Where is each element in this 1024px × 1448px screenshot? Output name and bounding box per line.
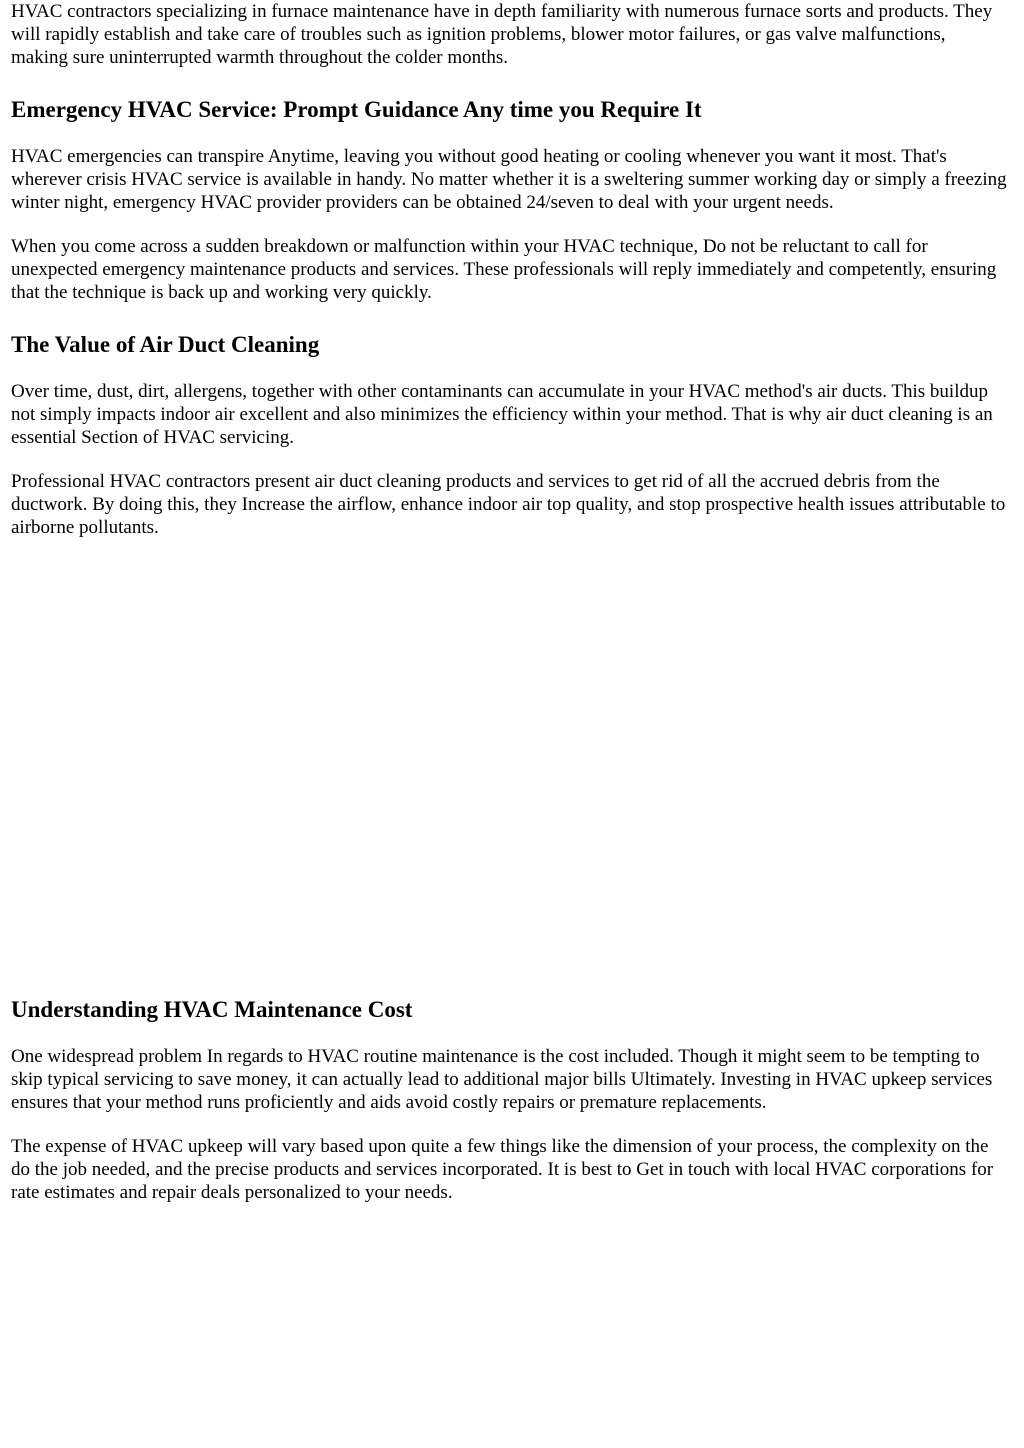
heading-air-duct-cleaning: The Value of Air Duct Cleaning — [11, 332, 320, 357]
paragraph-cost-2: The expense of HVAC upkeep will vary based upon quite a few things like the dimension of your process, the complexity on the do the job needed, and the precise products and services incorporated. It is best to Get in touch with local HVAC corporations for rate estimates and repair deals personalized to your needs. — [11, 1136, 994, 1203]
paragraph-cost-1: One widespread problem In regards to HVAC routine maintenance is the cost included. Though it might seem to be tempting to skip typical servicing to save money, it can actually lead to additional major bills Ultimately. Investing in HVAC upkeep services ensures that your method runs proficiently and aids avoid costly repairs or premature replacements. — [11, 1046, 993, 1113]
embedded-media-blank-area — [11, 539, 1007, 981]
heading-emergency-hvac-service: Emergency HVAC Service: Prompt Guidance Any time you Require It — [11, 97, 702, 122]
paragraph-duct-1: Over time, dust, dirt, allergens, together with other contaminants can accumulate in your HVAC method's air ducts. This buildup not simply impacts indoor air excellent and also minimizes the efficiency within your method. That is why air duct cleaning is an essential Section of HVAC servicing. — [11, 381, 993, 448]
paragraph-emergency-1: HVAC emergencies can transpire Anytime, leaving you without good heating or cooling whenever you want it most. That's wherever crisis HVAC service is available in handy. No matter whether it is a sweltering summer working day or simply a freezing winter night, emergency HVAC provider providers can be obtained 24/seven to deal with your urgent needs. — [11, 146, 1007, 213]
article-page — [11, 0, 1007, 1204]
paragraph-emergency-2: When you come across a sudden breakdown or malfunction within your HVAC technique, Do not be reluctant to call for unexpected emergency maintenance products and services. These professionals will reply immediately and competently, ensuring that the technique is back up and working very quickly. — [11, 236, 997, 303]
intro-paragraph: HVAC contractors specializing in furnace maintenance have in depth familiarity with numerous furnace sorts and products. They will rapidly establish and take care of troubles such as ignition problems, blower motor failures, or gas valve malfunctions, making sure uninterrupted warmth throughout the colder months. — [11, 1, 993, 68]
paragraph-duct-2: Professional HVAC contractors present air duct cleaning products and services to get rid of all the accrued debris from the ductwork. By doing this, they Increase the airflow, enhance indoor air top quality, and stop prospective health issues attributable to airborne pollutants. — [11, 471, 1006, 538]
heading-maintenance-cost: Understanding HVAC Maintenance Cost — [11, 997, 413, 1022]
